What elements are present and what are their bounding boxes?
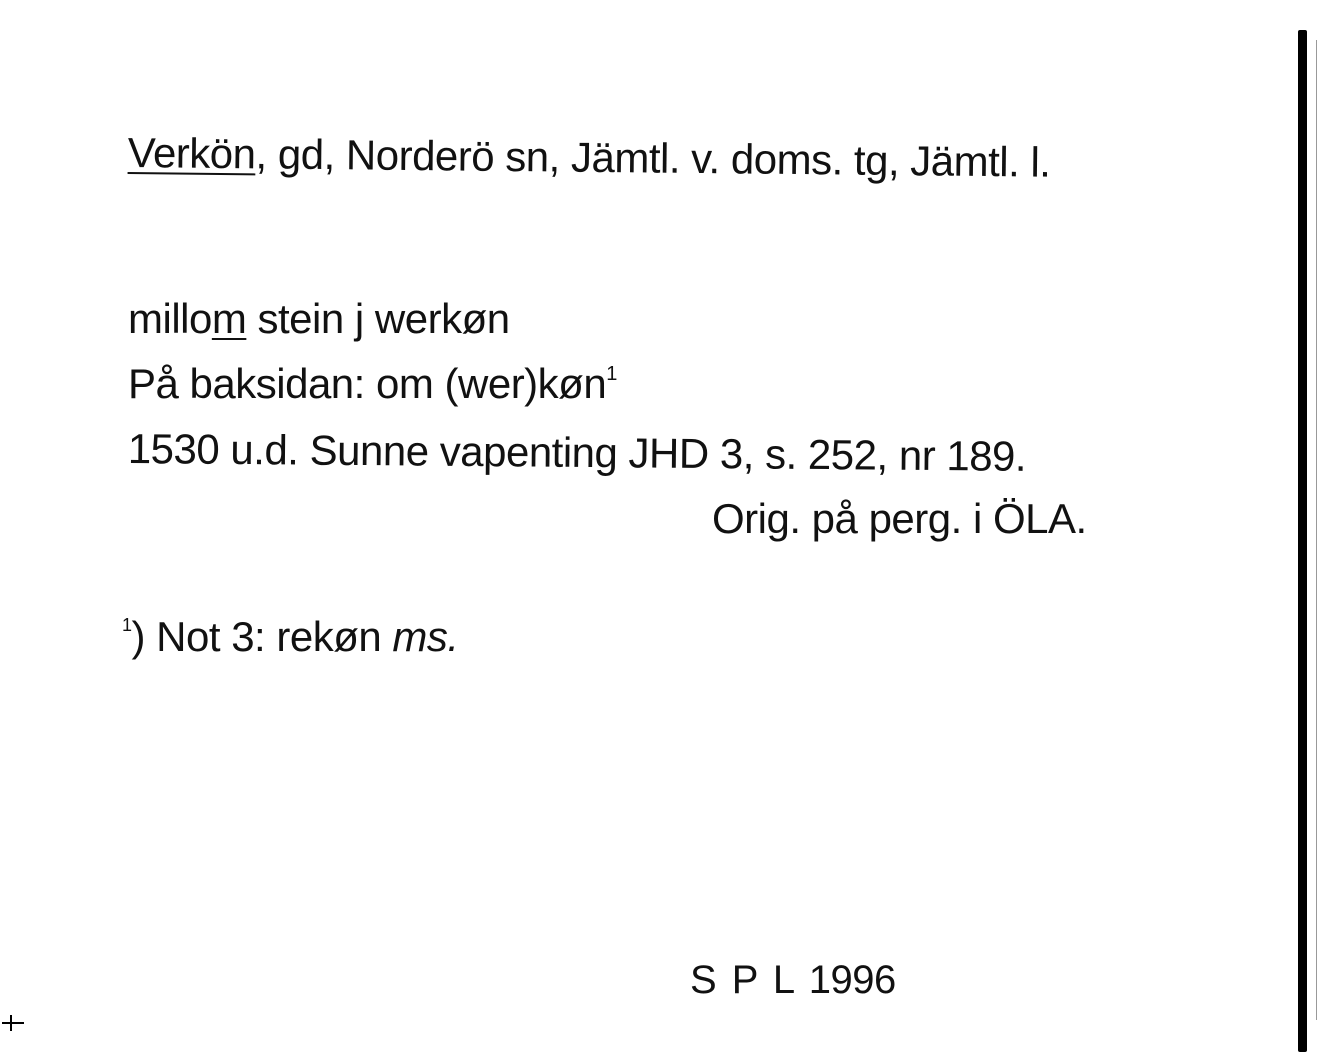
footnote-number: 1: [122, 615, 132, 635]
registration-mark-icon: [2, 1012, 24, 1034]
card-signature: [690, 960, 896, 1000]
reverse-side-text: På baksidan: om (wer)køn: [128, 360, 607, 407]
source-citation: 1530 u.d. Sunne vapenting JHD 3, s. 252, nr 189.: [127, 425, 1027, 480]
signature-year: 1996: [808, 958, 896, 1002]
card-headline: [127, 129, 1051, 186]
quote-line: [128, 295, 510, 342]
original-location: Orig. på perg. i ÖLA.: [712, 495, 1087, 542]
signature-letters: S P L: [690, 958, 796, 1002]
scan-edge-border: [1298, 30, 1307, 1052]
footnote-marker: 1: [606, 363, 617, 385]
reverse-side-line: [128, 360, 617, 407]
quote-part-a: millo: [128, 295, 212, 342]
footnote: [122, 613, 459, 660]
quote-underlined-letter: m: [211, 295, 247, 342]
footnote-italic: ms.: [392, 613, 459, 660]
scan-edge-shadow: [1316, 40, 1317, 1020]
headline-details: , gd, Norderö sn, Jämtl. v. doms. tg, Jämtl. l.: [255, 130, 1051, 186]
quote-part-b: stein j werkøn: [246, 295, 510, 342]
headword: Verkön: [127, 129, 256, 178]
footnote-text: ) Not 3: rekøn: [131, 613, 393, 660]
